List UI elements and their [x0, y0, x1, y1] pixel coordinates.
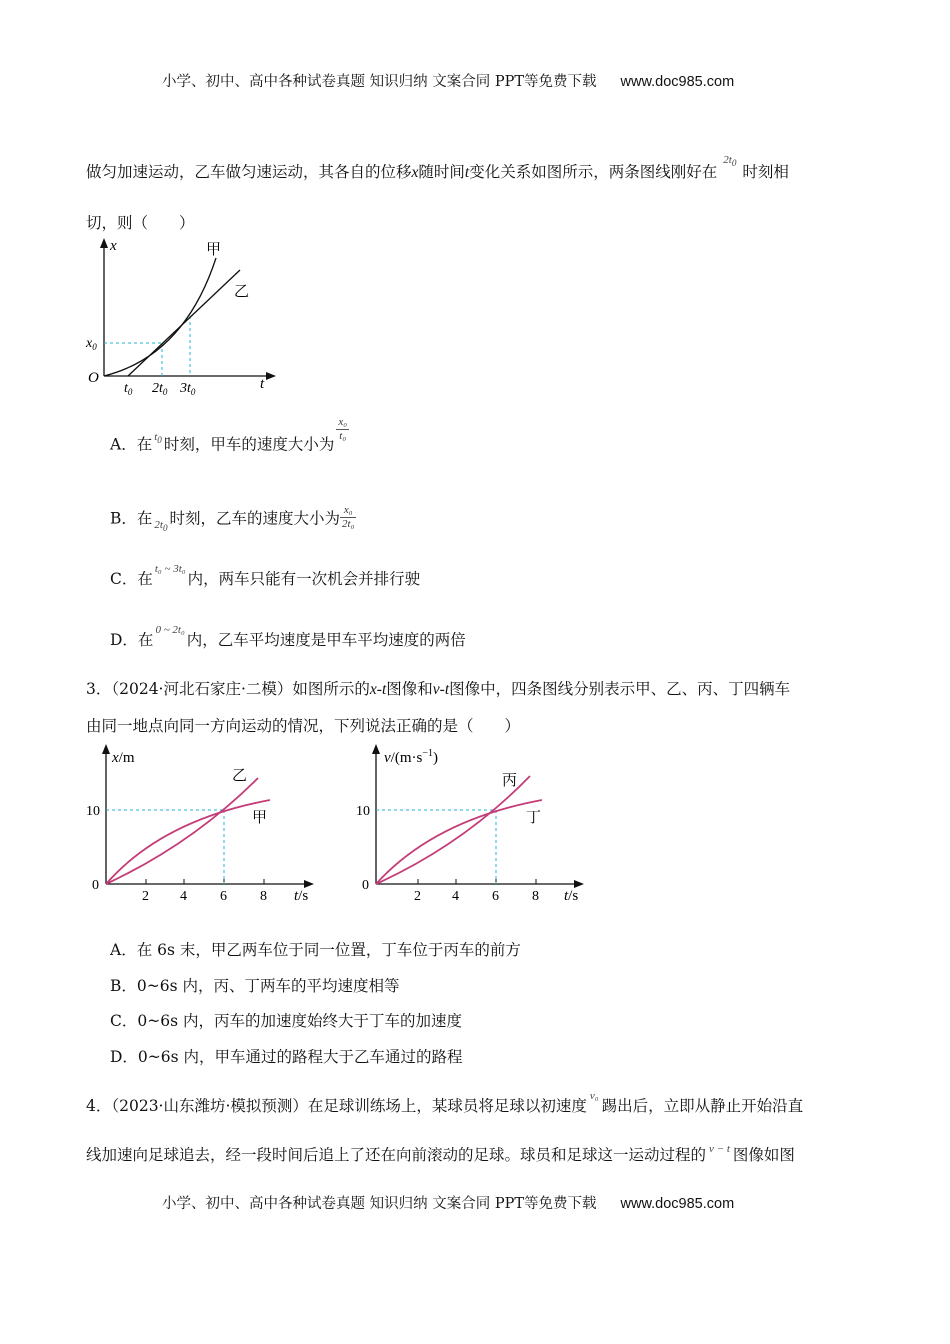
q2-d-text: 内，乙车平均速度是甲车平均速度的两倍 — [186, 631, 466, 649]
header-text: 小学、初中、高中各种试卷真题 知识归纳 文案合同 PPT等免费下载 — [162, 74, 597, 90]
q2-y-axis-label: x — [110, 238, 117, 254]
q3r-x-tick-8: 8 — [532, 889, 539, 904]
q2-var-x: x — [411, 164, 419, 181]
q4-line1-text-b: 踢出后，立即从静止开始沿直 — [601, 1097, 804, 1115]
q3l-x-tick-6: 6 — [220, 889, 227, 904]
q3l-label-yi: 乙 — [232, 768, 248, 784]
q3r-x-tick-6: 6 — [492, 889, 499, 904]
q3-vt-graph — [352, 740, 602, 910]
q3-option-d: D．0~6s 内，甲车通过的路程大于乙车通过的路程 — [110, 1048, 463, 1066]
q3-vt: v-t — [432, 681, 450, 698]
header-site: www.doc985.com — [620, 74, 735, 90]
q2-a-text: 时刻，甲车的速度大小为 — [163, 435, 335, 454]
q2-b-label: B．在 — [110, 509, 153, 528]
q3r-y-arrow — [372, 744, 380, 754]
q2-line-yi — [128, 270, 240, 376]
q2-d-label: D．在 — [110, 631, 154, 649]
q3-xt: x-t — [369, 681, 387, 698]
q3l-y-label: x/m — [112, 750, 135, 766]
q3r-x-arrow — [574, 880, 584, 888]
q3l-y-tick-10: 10 — [86, 804, 100, 819]
q2-b-fraction: $\frac{\text{x₀}}{\text{2t₀}}$ — [342, 504, 355, 530]
q4-line2-text-b: 图像如图 — [732, 1146, 795, 1164]
q2-tangent-time: 2t0 — [723, 154, 737, 169]
q2-option-c — [110, 563, 421, 589]
q2-tick-2t0: $2t_0$ — [152, 381, 168, 396]
q3-xt-graph — [82, 740, 322, 910]
q3r-y-tick-10: 10 — [356, 804, 370, 819]
q2-curve-jia — [104, 258, 216, 376]
q3r-x-tick-4: 4 — [452, 889, 459, 904]
q3-option-b: B．0~6s 内，丙、丁两车的平均速度相等 — [110, 977, 400, 995]
q3-line1 — [86, 677, 790, 699]
q4-line1 — [86, 1090, 804, 1116]
q3r-label-bing: 丙 — [502, 773, 518, 789]
q2-a-fraction: $\frac{\text{x₀}}{\text{t₀}}$ — [338, 416, 348, 442]
q3l-zero: 0 — [92, 878, 99, 893]
q2-line1 — [86, 154, 789, 182]
q2-line1-text-d: 时刻相 — [742, 163, 789, 181]
q2-line2: 切，则（ ） — [86, 214, 195, 232]
q2-origin-label: O — [88, 370, 99, 386]
q3-line1-text-b: 图像和 — [386, 680, 433, 698]
q2-x-arrow — [266, 372, 276, 380]
q2-label-jia: 甲 — [206, 242, 222, 258]
q4-vt: v − t — [709, 1143, 730, 1155]
q3r-zero: 0 — [362, 878, 369, 893]
q2-option-d — [110, 624, 466, 650]
page-footer — [162, 1192, 734, 1213]
footer-site: www.doc985.com — [620, 1196, 735, 1212]
q2-label-yi: 乙 — [234, 284, 250, 300]
q2-a-label: A．在 — [110, 435, 153, 454]
q3l-x-tick-4: 4 — [180, 889, 187, 904]
q2-tick-t0: $t_0$ — [124, 381, 133, 396]
q3-option-a: A．在 6s 末，甲乙两车位于同一位置，丁车位于丙车的前方 — [110, 941, 521, 959]
q3-option-c: C．0~6s 内，丙车的加速度始终大于丁车的加速度 — [110, 1012, 462, 1030]
q2-line1-text-c: 变化关系如图所示，两条图线刚好在 — [469, 163, 718, 181]
q2-line1-text-a: 做匀加速运动，乙车做匀速运动，其各自的位移 — [86, 163, 412, 181]
q3-line2: 由同一地点向同一方向运动的情况，下列说法正确的是（ ） — [86, 717, 521, 735]
q2-c-text: 内，两车只能有一次机会并排行驶 — [187, 570, 421, 588]
q3l-x-arrow — [304, 880, 314, 888]
q2-xt-graph — [84, 236, 284, 396]
q3-line1-text-a: 3．（2024·河北石家庄·二模）如图所示的 — [86, 680, 370, 698]
q2-option-a — [110, 416, 349, 459]
q4-line2 — [86, 1143, 795, 1165]
q3r-label-ding: 丁 — [526, 810, 542, 826]
q4-v0: v₀ — [589, 1090, 599, 1102]
q2-c-range: t₀ ~ 3t₀ — [154, 563, 186, 575]
q2-line1-text-b: 随时间 — [418, 163, 465, 181]
q3l-curve-yi — [106, 778, 258, 884]
q2-y-arrow — [100, 238, 108, 248]
q3l-label-jia: 甲 — [252, 810, 268, 826]
q3l-x-tick-2: 2 — [142, 889, 149, 904]
page-header — [162, 70, 734, 91]
q3r-x-label: t/s — [564, 888, 579, 904]
q3r-y-label: $v/(m\cdot s^{-1})$ — [384, 748, 438, 766]
q2-b-time: 2t0 — [154, 518, 168, 533]
q4-line1-text-a: 4．（2023·山东潍坊·模拟预测）在足球训练场上，某球员将足球以初速度 — [86, 1097, 587, 1115]
q2-x-axis-label: t — [260, 376, 265, 392]
q3l-x-label: t/s — [294, 888, 309, 904]
q2-c-label: C．在 — [110, 570, 153, 588]
q2-a-time: t0 — [154, 430, 162, 445]
q3l-y-arrow — [102, 744, 110, 754]
footer-text: 小学、初中、高中各种试卷真题 知识归纳 文案合同 PPT等免费下载 — [162, 1196, 597, 1212]
q3r-x-tick-2: 2 — [414, 889, 421, 904]
q3r-curve-bing — [376, 776, 530, 884]
q3-line1-text-c: 图像中，四条图线分别表示甲、乙、丙、丁四辆车 — [449, 680, 791, 698]
q3l-x-tick-8: 8 — [260, 889, 267, 904]
q2-tick-3t0: $3t_0$ — [180, 381, 196, 396]
q2-x0-label: $x_0$ — [86, 336, 97, 352]
q4-line2-text-a: 线加速向足球追去，经一段时间后追上了还在向前滚动的足球。球员和足球这一运动过程的 — [86, 1146, 707, 1164]
q2-var-t: t — [464, 164, 470, 181]
q2-d-range: 0 ~ 2t₀ — [155, 624, 185, 636]
q2-b-text: 时刻，乙车的速度大小为 — [169, 509, 341, 528]
q2-option-b — [110, 506, 356, 533]
